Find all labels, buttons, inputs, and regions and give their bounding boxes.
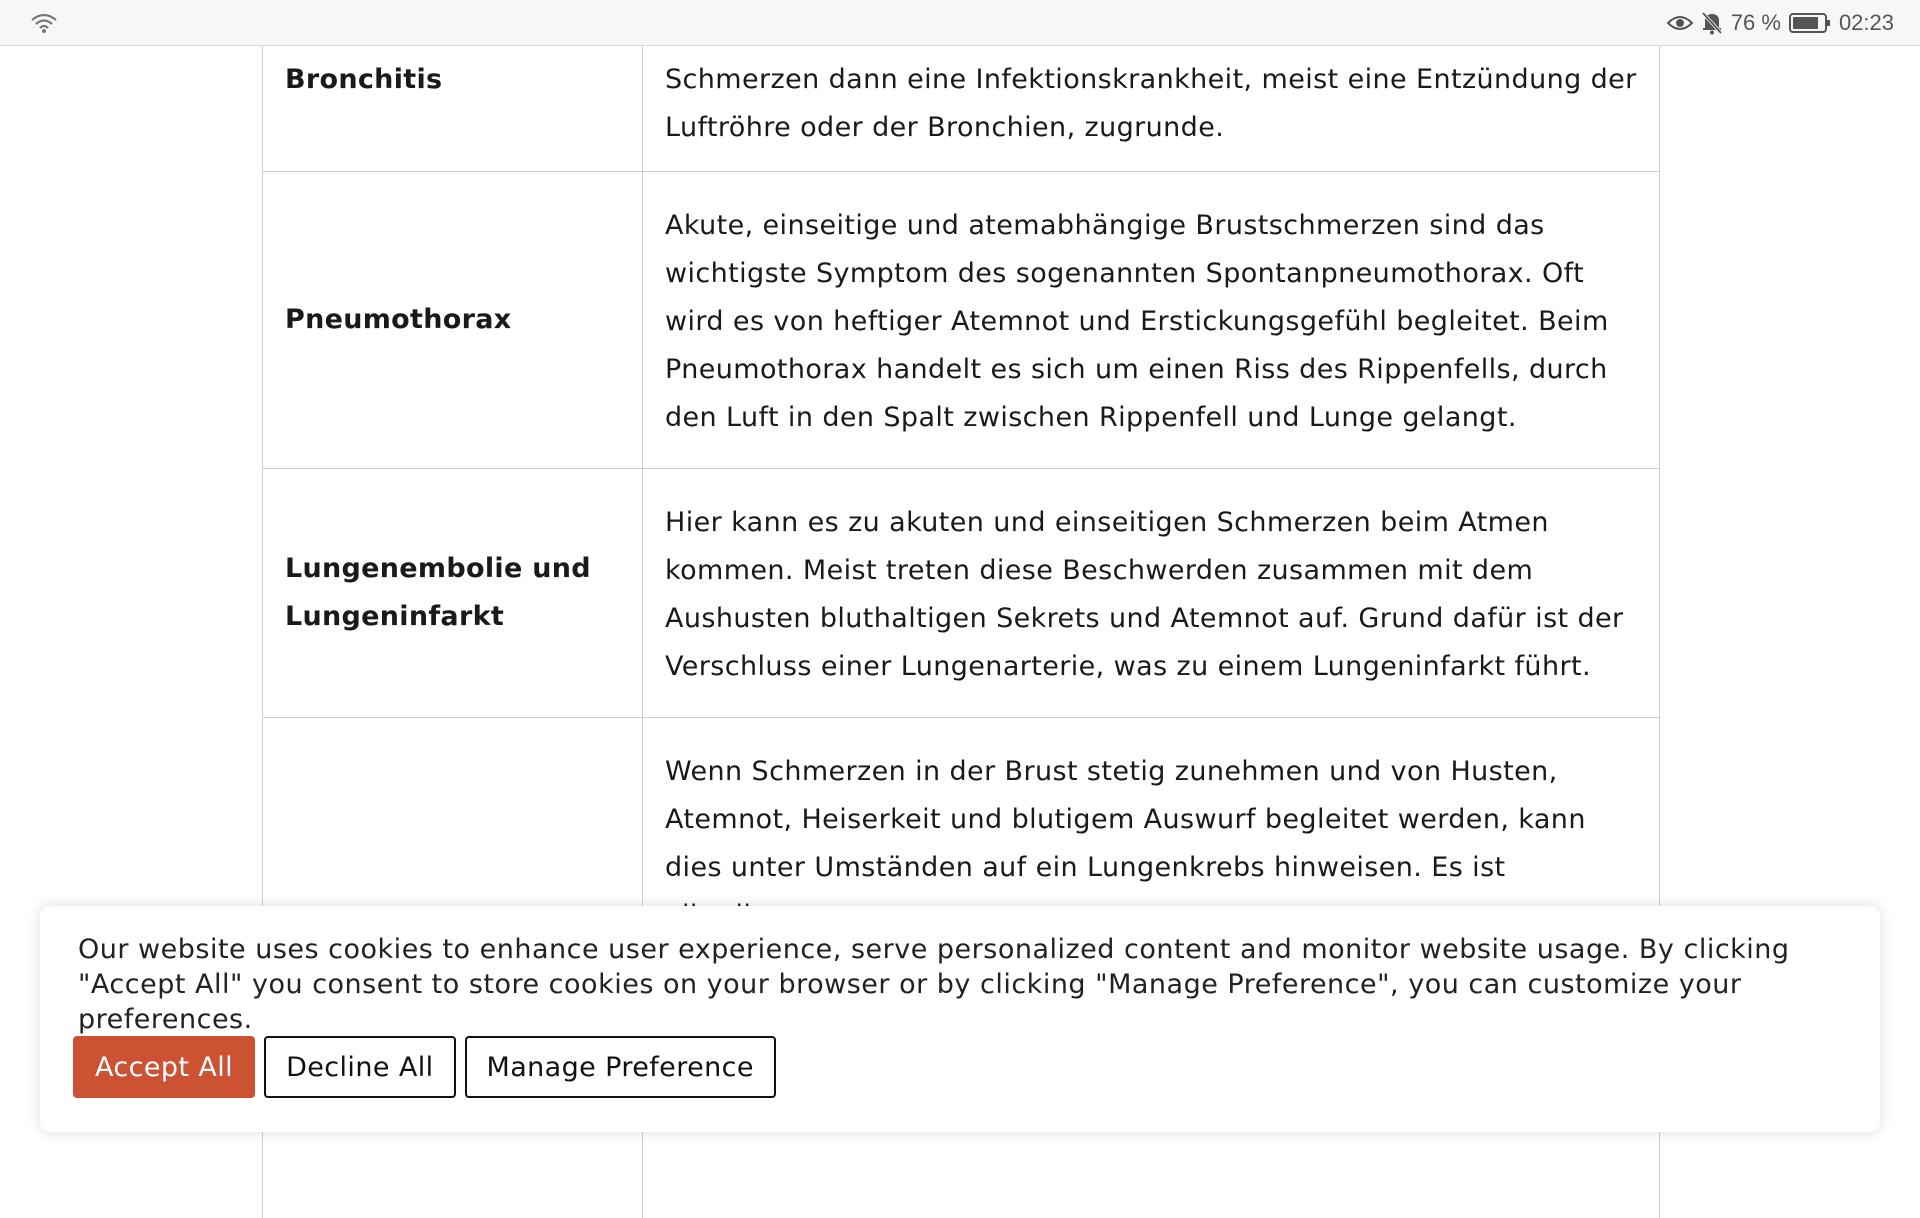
eye-icon — [1667, 14, 1693, 32]
table-row — [263, 469, 1659, 718]
wifi-icon — [30, 12, 58, 34]
cookie-message: Our website uses cookies to enhance user experience, serve personalized content and monitor website usage. By clicking "Accept All" you consent to store cookies on your browser or by clicking "Manage Preference", you can customize your preferences. — [78, 934, 1790, 1035]
table-row — [263, 172, 1659, 469]
battery-percent: 76 % — [1730, 10, 1781, 35]
bell-muted-icon — [1701, 11, 1723, 35]
accept-all-button[interactable]: Accept All — [73, 1036, 255, 1098]
condition-name: Bronchitis — [263, 46, 643, 171]
status-bar — [0, 0, 1920, 46]
battery-icon — [1789, 12, 1831, 34]
condition-description: Wenn Schmerzen in der Brust stetig zunehmen und von Husten, Atemnot, Heiserkeit und blutigem Auswurf begleitet werden, kann dies unter Umständen auf ein Lungenkrebs hinweisen. Es ist — [665, 756, 1586, 883]
condition-description: Akute, einseitige und atemabhängige Brustschmerzen sind das wichtigste Symptom des sogenannten Spontanpneumothorax. Oft wird es von heftiger Atemnot und Erstickungsgefühl begleitet. Beim Pneumothorax handelt es sich um einen Riss des Rippenfells, durch den Luft in den Spalt zwischen Rippenfell und Lunge gelangt. — [665, 210, 1609, 433]
manage-preference-button[interactable]: Manage Preference — [465, 1036, 776, 1098]
condition-name: Lungenembolie und Lungeninfarkt — [263, 469, 643, 717]
clock: 02:23 — [1838, 10, 1894, 35]
condition-description: Schmerzen dann eine Infektionskrankheit, meist eine Entzündung der Luftröhre oder der Bronchien, zugrunde. — [665, 64, 1637, 143]
cookie-banner — [40, 906, 1880, 1132]
table-row — [263, 46, 1659, 172]
cookie-actions — [73, 1036, 776, 1098]
condition-description: Hier kann es zu akuten und einseitigen Schmerzen beim Atmen kommen. Meist treten diese Beschwerden zusammen mit dem Aushusten bluthaltigen Sekrets und Atemnot auf. Grund dafür ist der Verschluss einer Lungenarterie, was zu einem Lungeninfarkt führt. — [665, 507, 1624, 682]
condition-name: Pneumothorax — [263, 172, 643, 468]
decline-all-button[interactable]: Decline All — [264, 1036, 455, 1098]
